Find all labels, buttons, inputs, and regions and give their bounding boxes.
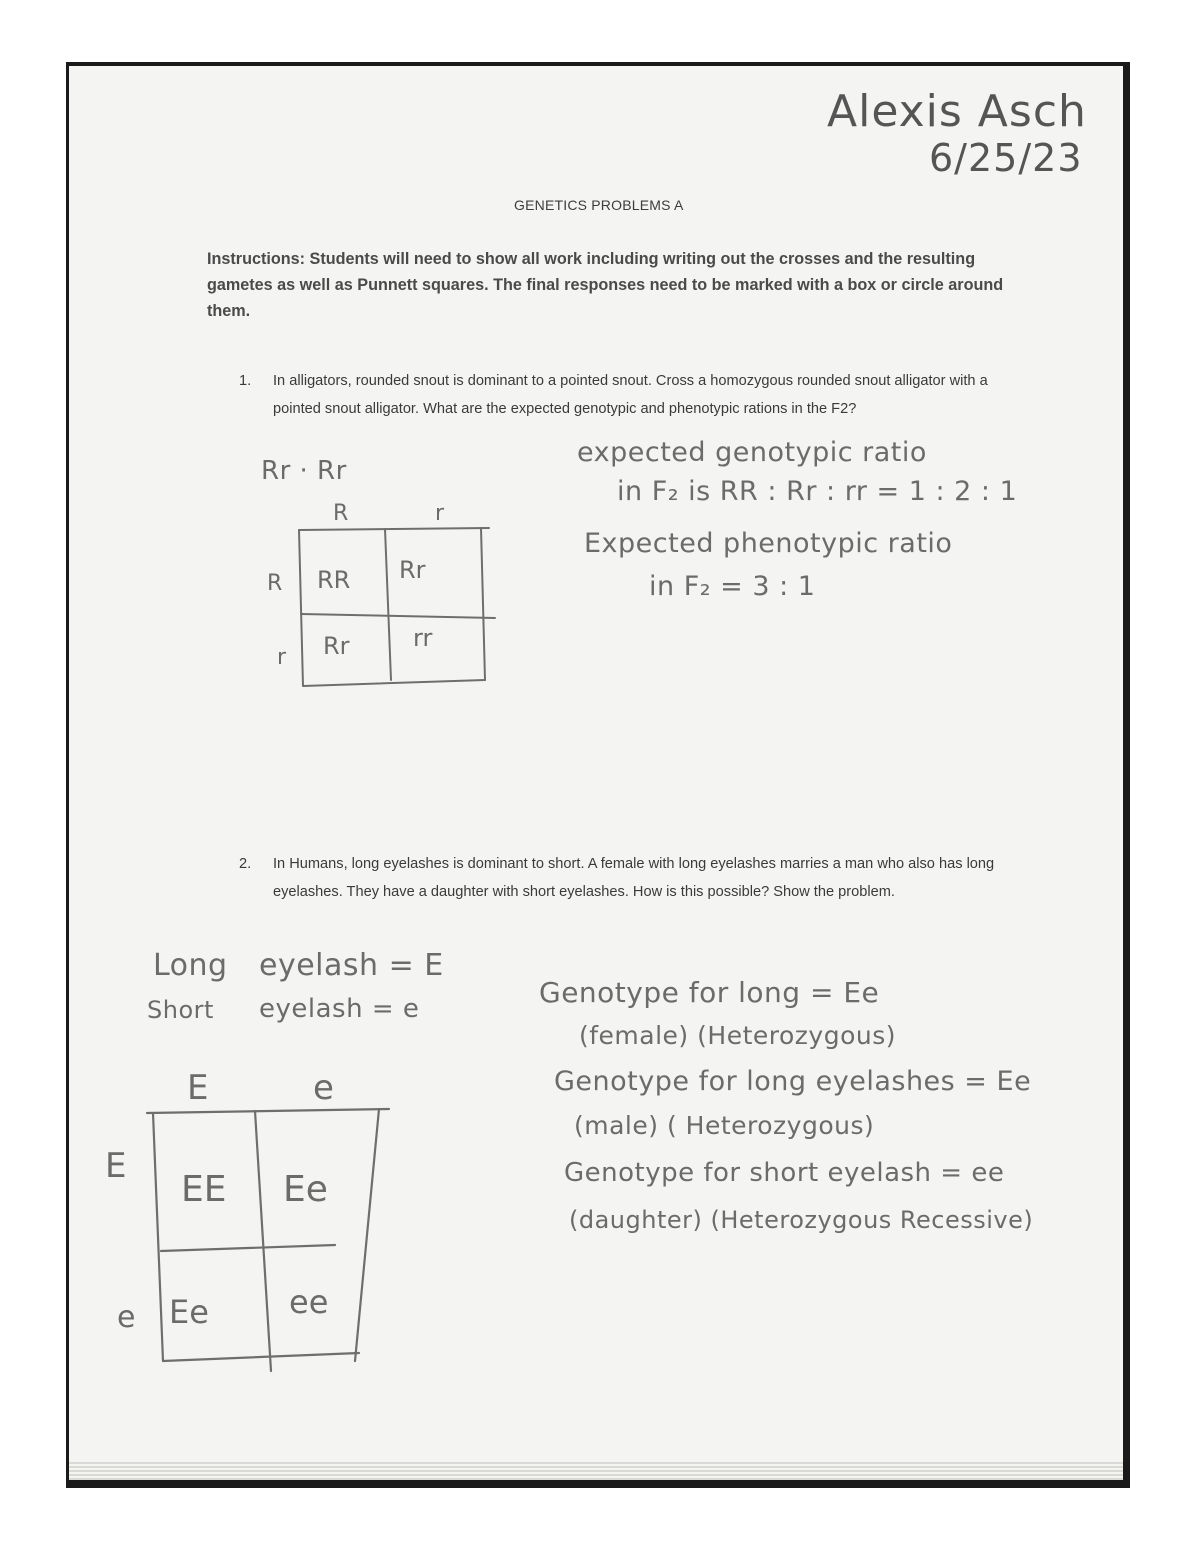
punnett-cell: Ee — [169, 1293, 209, 1331]
question-number: 1. — [239, 373, 252, 389]
allele-top-1: E — [187, 1068, 209, 1108]
question-number: 2. — [239, 856, 252, 872]
instructions: Instructions: Students will need to show all work including writing out the crosses and the resulting gametes as well as Punnett squares. The final responses need to be marked with a box or circle around them. — [207, 250, 1004, 320]
cross-notation: Rr · Rr — [261, 456, 347, 486]
answer-line: expected genotypic ratio — [577, 437, 927, 468]
student-name: Alexis Asch — [827, 86, 1087, 137]
answer-line: Genotype for long = Ee — [539, 976, 880, 1009]
punnett-cell: Rr — [323, 632, 350, 660]
answer-line: Genotype for short eyelash = ee — [564, 1158, 1005, 1188]
question-text: In Humans, long eyelashes is dominant to short. A female with long eyelashes marries a man who also has long eyelashes. They have a daughter with short eyelashes. How is this possible? Show the problem. — [273, 856, 995, 900]
punnett-square-1 — [259, 496, 499, 696]
key-symbol-short: eyelash = e — [259, 994, 420, 1024]
question-2 — [239, 850, 1009, 940]
date: 6/25/23 — [929, 136, 1083, 180]
question-text: In alligators, rounded snout is dominant to a pointed snout. Cross a homozygous rounded snout alligator with a pointed snout alligator. What are the expected genotypic and phenotypic rations in the F2? — [273, 373, 988, 417]
answer-line: Expected phenotypic ratio — [584, 528, 953, 559]
key-symbol-long: eyelash = E — [259, 948, 444, 983]
punnett-cell: ee — [289, 1283, 329, 1321]
punnett-cell: Rr — [399, 556, 426, 584]
allele-side-1: R — [267, 571, 283, 596]
allele-top-1: R — [333, 501, 349, 526]
allele-top-2: e — [313, 1068, 334, 1108]
allele-side-2: e — [117, 1300, 136, 1335]
key-trait-short: Short — [147, 996, 214, 1024]
allele-top-2: r — [435, 501, 445, 526]
answer-line: in F₂ is RR : Rr : rr = 1 : 2 : 1 — [617, 476, 1018, 507]
answer-line: in F₂ = 3 : 1 — [649, 571, 816, 602]
punnett-cell: rr — [413, 624, 433, 652]
page-edge — [69, 1462, 1123, 1480]
answer-line: Genotype for long eyelashes = Ee — [554, 1066, 1032, 1097]
punnett-cell: EE — [181, 1169, 227, 1210]
allele-side-2: r — [277, 645, 287, 670]
answer-line: (female) (Heterozygous) — [579, 1021, 896, 1050]
worksheet-page — [66, 62, 1130, 1488]
answer-line: (daughter) (Heterozygous Recessive) — [569, 1206, 1034, 1234]
punnett-cell: RR — [317, 566, 351, 594]
page-title: GENETICS PROBLEMS A — [514, 197, 684, 213]
key-trait-long: Long — [153, 948, 228, 983]
punnett-cell: Ee — [283, 1169, 328, 1210]
punnett-square-2 — [99, 1061, 399, 1381]
allele-side-1: E — [105, 1146, 127, 1186]
answer-line: (male) ( Heterozygous) — [574, 1111, 875, 1140]
